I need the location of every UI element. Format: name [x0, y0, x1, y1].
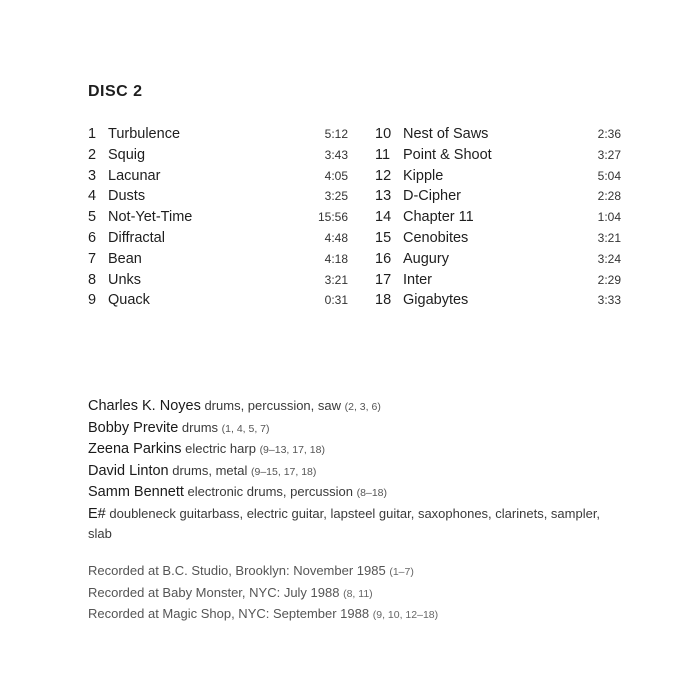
- track-number: 10: [375, 126, 392, 142]
- track-row: [88, 249, 348, 270]
- track-title: D-Cipher: [403, 188, 462, 205]
- track-title: Not-Yet-Time: [108, 209, 193, 226]
- recording-text: Recorded at Baby Monster, NYC: July 1988: [88, 584, 340, 600]
- recording-tracks: (1–7): [389, 566, 414, 578]
- track-row: [88, 270, 348, 291]
- track-duration: 15:56: [317, 210, 348, 225]
- credit-line: [88, 439, 618, 461]
- track-row: [88, 290, 348, 311]
- recording-tracks: (8, 11): [343, 587, 373, 600]
- track-row: [88, 186, 348, 207]
- track-duration: 3:21: [597, 230, 621, 245]
- track-row: [375, 186, 621, 207]
- track-title: Chapter 11: [403, 209, 474, 226]
- track-duration: 2:29: [597, 272, 621, 287]
- track-row: [375, 249, 621, 270]
- track-number: 6: [88, 229, 97, 246]
- tracklist-left: [88, 124, 348, 311]
- musician-tracks: (8–18): [356, 487, 387, 499]
- musician-tracks: (9–13, 17, 18): [259, 444, 325, 456]
- credit-line: [88, 418, 618, 440]
- disc-title: DISC 2: [88, 83, 143, 100]
- recording-line: [88, 604, 618, 626]
- track-number: 9: [88, 292, 97, 309]
- recording-info: [88, 561, 618, 626]
- musician-name: E#: [88, 505, 106, 522]
- recording-text: Recorded at B.C. Studio, Brooklyn: November 1985: [88, 563, 386, 578]
- track-duration: 3:43: [324, 147, 348, 162]
- track-row: [375, 166, 621, 187]
- track-title: Cenobites: [403, 229, 469, 246]
- track-title: Augury: [403, 250, 449, 267]
- track-title: Turbulence: [108, 126, 181, 142]
- track-title: Bean: [108, 250, 142, 267]
- track-duration: 3:24: [597, 251, 621, 266]
- recording-text: Recorded at Magic Shop, NYC: September 1988: [88, 606, 370, 621]
- track-title: Diffractal: [108, 229, 165, 246]
- track-title: Gigabytes: [403, 292, 469, 309]
- track-number: 7: [88, 250, 97, 267]
- track-title: Kipple: [403, 167, 444, 184]
- track-row: [375, 207, 621, 228]
- track-number: 14: [375, 209, 392, 226]
- track-row: [375, 145, 621, 166]
- track-duration: 5:12: [324, 127, 348, 141]
- track-number: 3: [88, 167, 97, 184]
- track-title: Nest of Saws: [403, 126, 489, 142]
- track-number: 11: [375, 146, 391, 163]
- track-number: 15: [375, 229, 392, 246]
- track-title: Inter: [403, 271, 433, 288]
- musician-role: electronic drums, percussion: [187, 484, 354, 499]
- track-row: [88, 207, 348, 228]
- track-row: [375, 270, 621, 291]
- track-number: 18: [375, 292, 392, 309]
- musician-tracks: (1, 4, 5, 7): [221, 422, 270, 435]
- track-title: Squig: [108, 146, 146, 163]
- recording-line: [88, 583, 618, 605]
- track-title: Quack: [108, 292, 150, 309]
- track-duration: 3:33: [597, 293, 621, 308]
- track-duration: 3:25: [324, 189, 348, 204]
- track-number: 1: [88, 126, 97, 142]
- track-number: 12: [375, 167, 392, 184]
- track-number: 13: [375, 188, 392, 205]
- musician-name: Bobby Previte: [88, 419, 179, 436]
- track-row: [88, 124, 348, 145]
- track-duration: 4:18: [324, 251, 348, 266]
- track-row: [375, 228, 621, 249]
- musician-name: Charles K. Noyes: [88, 398, 201, 414]
- track-duration: 0:31: [324, 293, 348, 308]
- musician-role: drums, metal: [172, 462, 248, 478]
- track-number: 8: [88, 271, 97, 288]
- track-number: 16: [375, 250, 392, 267]
- credit-line: [88, 461, 618, 483]
- track-number: 2: [88, 146, 97, 163]
- track-duration: 5:04: [597, 168, 621, 183]
- track-row: [88, 228, 348, 249]
- track-title: Dusts: [108, 188, 146, 205]
- musician-role: electric harp: [185, 441, 256, 456]
- track-row: [88, 145, 348, 166]
- credit-line: [88, 504, 618, 545]
- recording-tracks: (9, 10, 12–18): [372, 609, 439, 621]
- musician-name: David Linton: [88, 462, 169, 479]
- track-title: Lacunar: [108, 167, 161, 184]
- track-duration: 4:48: [324, 230, 348, 245]
- musician-name: Samm Bennett: [88, 484, 184, 500]
- track-row: [375, 290, 621, 311]
- track-number: 17: [375, 271, 392, 288]
- credit-line: [88, 396, 618, 418]
- track-number: 5: [88, 209, 97, 226]
- track-row: [88, 166, 348, 187]
- track-duration: 3:21: [324, 272, 348, 287]
- musician-tracks: (2, 3, 6): [344, 401, 381, 413]
- track-duration: 2:28: [597, 189, 621, 204]
- musician-role: drums: [181, 419, 219, 435]
- track-row: [375, 124, 621, 145]
- track-title: Point & Shoot: [403, 146, 492, 163]
- recording-line: [88, 561, 618, 583]
- musician-name: Zeena Parkins: [88, 441, 182, 457]
- tracklist-right: [375, 124, 621, 311]
- track-duration: 2:36: [597, 127, 621, 141]
- musician-tracks: (9–15, 17, 18): [251, 465, 317, 478]
- track-number: 4: [88, 188, 97, 205]
- musician-credits: [88, 396, 618, 545]
- track-duration: 4:05: [324, 168, 348, 183]
- track-title: Unks: [108, 271, 142, 288]
- musician-role: drums, percussion, saw: [204, 398, 342, 413]
- musician-role: doubleneck guitarbass, electric guitar, lapsteel guitar, saxophones, clarinets, sampler, slab: [88, 505, 601, 541]
- credit-line: [88, 482, 618, 504]
- track-duration: 3:27: [597, 147, 621, 162]
- track-duration: 1:04: [597, 210, 621, 225]
